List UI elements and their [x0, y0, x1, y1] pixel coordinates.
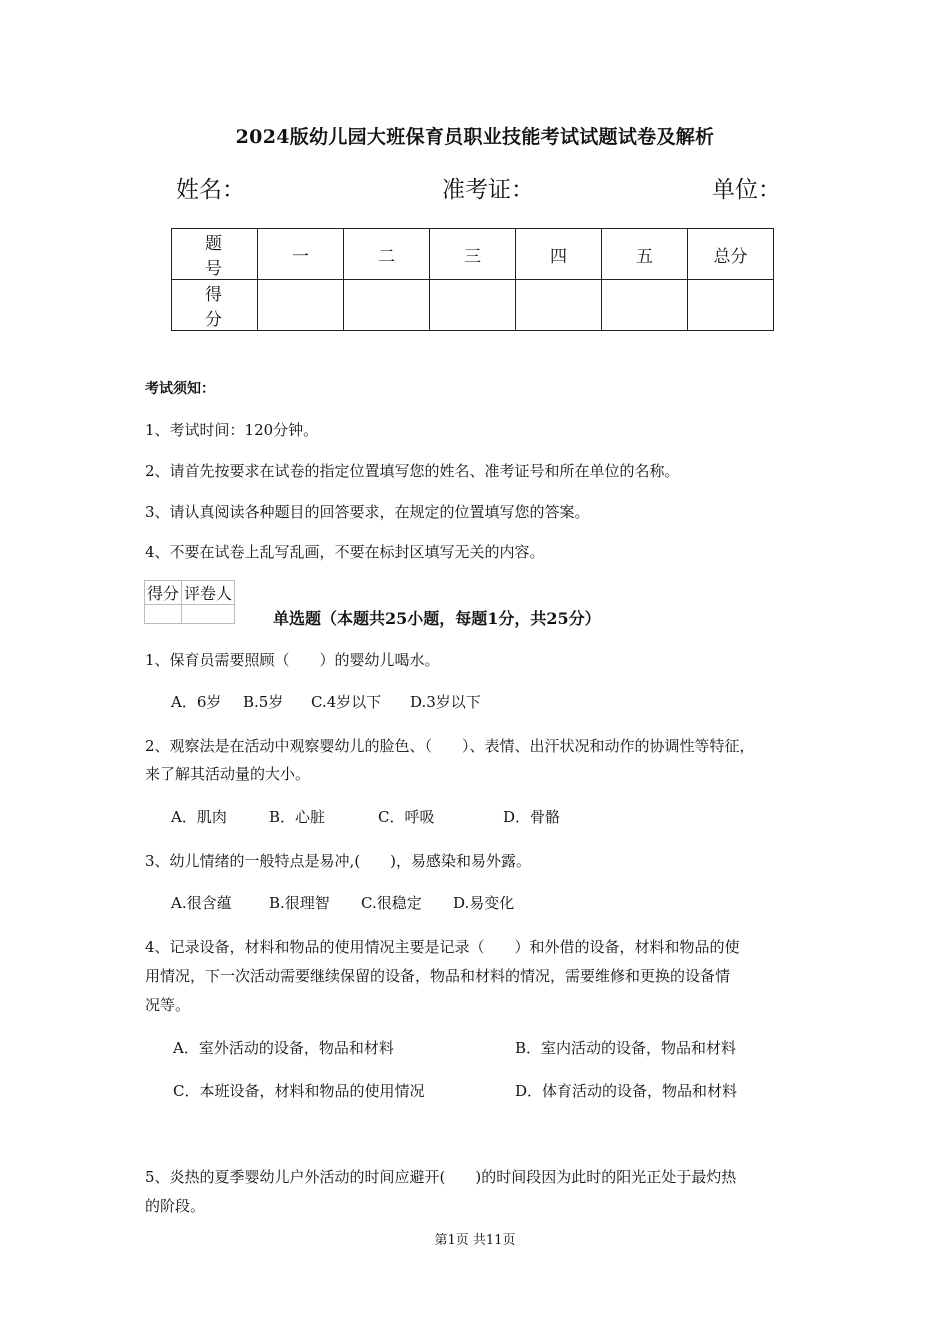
question-1-stem: 1、保育员需要照顾（ ）的婴幼儿喝水。 [145, 651, 440, 669]
question-1-option-a: A．6岁 [171, 693, 222, 711]
grader-score-cell[interactable] [145, 605, 182, 624]
question-4-stem-line1: 4、记录设备，材料和物品的使用情况主要是记录（ ）和外借的设备，材料和物品的使 [145, 938, 740, 956]
score-table-score-row [172, 280, 774, 331]
question-number-label: 题 号 [172, 229, 258, 280]
notice-title: 考试须知： [145, 381, 215, 397]
question-3-option-d: D.易变化 [453, 894, 515, 912]
question-2-stem-line1: 2、观察法是在活动中观察婴幼儿的脸色、（ ）、表情、出汗状况和动作的协调性等特征， [145, 737, 755, 755]
score-cell-2[interactable] [344, 280, 430, 331]
question-2-option-d: D．骨骼 [503, 808, 561, 826]
notice-item: 1、考试时间：120分钟。 [145, 421, 319, 439]
section-title: 单选题（本题共25小题，每题1分，共25分） [273, 609, 601, 628]
score-header-3: 三 [430, 229, 516, 280]
score-table-header-row [172, 229, 774, 280]
notice-item: 4、不要在试卷上乱写乱画，不要在标封区填写无关的内容。 [145, 543, 545, 561]
exam-id-field-label: 准考证： [442, 177, 534, 203]
notice-item: 3、请认真阅读各种题目的回答要求，在规定的位置填写您的答案。 [145, 503, 590, 521]
question-3-option-c: C.很稳定 [361, 894, 422, 912]
score-cell-4[interactable] [516, 280, 602, 331]
score-header-5: 五 [602, 229, 688, 280]
grader-score-label: 得分 [145, 581, 182, 605]
question-3-option-a: A.很含蕴 [171, 894, 232, 912]
question-2-option-b: B．心脏 [269, 808, 326, 826]
question-1-option-b: B.5岁 [243, 693, 284, 711]
question-2-option-c: C．呼吸 [378, 808, 435, 826]
grader-box [144, 580, 235, 624]
score-header-4: 四 [516, 229, 602, 280]
question-1-option-c: C.4岁以下 [311, 693, 382, 711]
score-cell-3[interactable] [430, 280, 516, 331]
question-3-stem: 3、幼儿情绪的一般特点是易冲,( )，易感染和易外露。 [145, 852, 532, 870]
score-cell-5[interactable] [602, 280, 688, 331]
score-header-2: 二 [344, 229, 430, 280]
notice-item: 2、请首先按要求在试卷的指定位置填写您的姓名、准考证号和所在单位的名称。 [145, 462, 680, 480]
question-2-stem-line2: 来了解其活动量的大小。 [145, 765, 311, 783]
score-cell-total[interactable] [688, 280, 774, 331]
question-4-option-b: B．室内活动的设备，物品和材料 [515, 1039, 737, 1057]
question-4-option-d: D．体育活动的设备，物品和材料 [515, 1082, 738, 1100]
unit-field-label: 单位： [712, 177, 781, 203]
page-title: 2024版幼儿园大班保育员职业技能考试试题试卷及解析 [235, 126, 715, 148]
grader-name-cell[interactable] [182, 605, 235, 624]
question-5-stem-line2: 的阶段。 [145, 1197, 206, 1215]
page-footer: 第1页 共11页 [434, 1233, 516, 1248]
question-4-stem-line2: 用情况，下一次活动需要继续保留的设备，物品和材料的情况，需要维修和更换的设备情 [145, 967, 731, 985]
score-table [171, 228, 774, 331]
question-1-option-d: D.3岁以下 [410, 693, 481, 711]
name-field-label: 姓名： [176, 177, 245, 203]
question-3-option-b: B.很理智 [269, 894, 330, 912]
question-2-option-a: A．肌肉 [171, 808, 227, 826]
score-label: 得 分 [172, 280, 258, 331]
score-cell-1[interactable] [258, 280, 344, 331]
question-4-option-c: C．本班设备，材料和物品的使用情况 [173, 1082, 425, 1100]
score-header-1: 一 [258, 229, 344, 280]
grader-name-label: 评卷人 [182, 581, 235, 605]
question-4-stem-line3: 况等。 [145, 996, 191, 1014]
score-header-total: 总分 [688, 229, 774, 280]
question-5-stem-line1: 5、炎热的夏季婴幼儿户外活动的时间应避开( )的时间段因为此时的阳光正处于最灼热 [145, 1168, 737, 1186]
question-4-option-a: A．室外活动的设备，物品和材料 [173, 1039, 394, 1057]
